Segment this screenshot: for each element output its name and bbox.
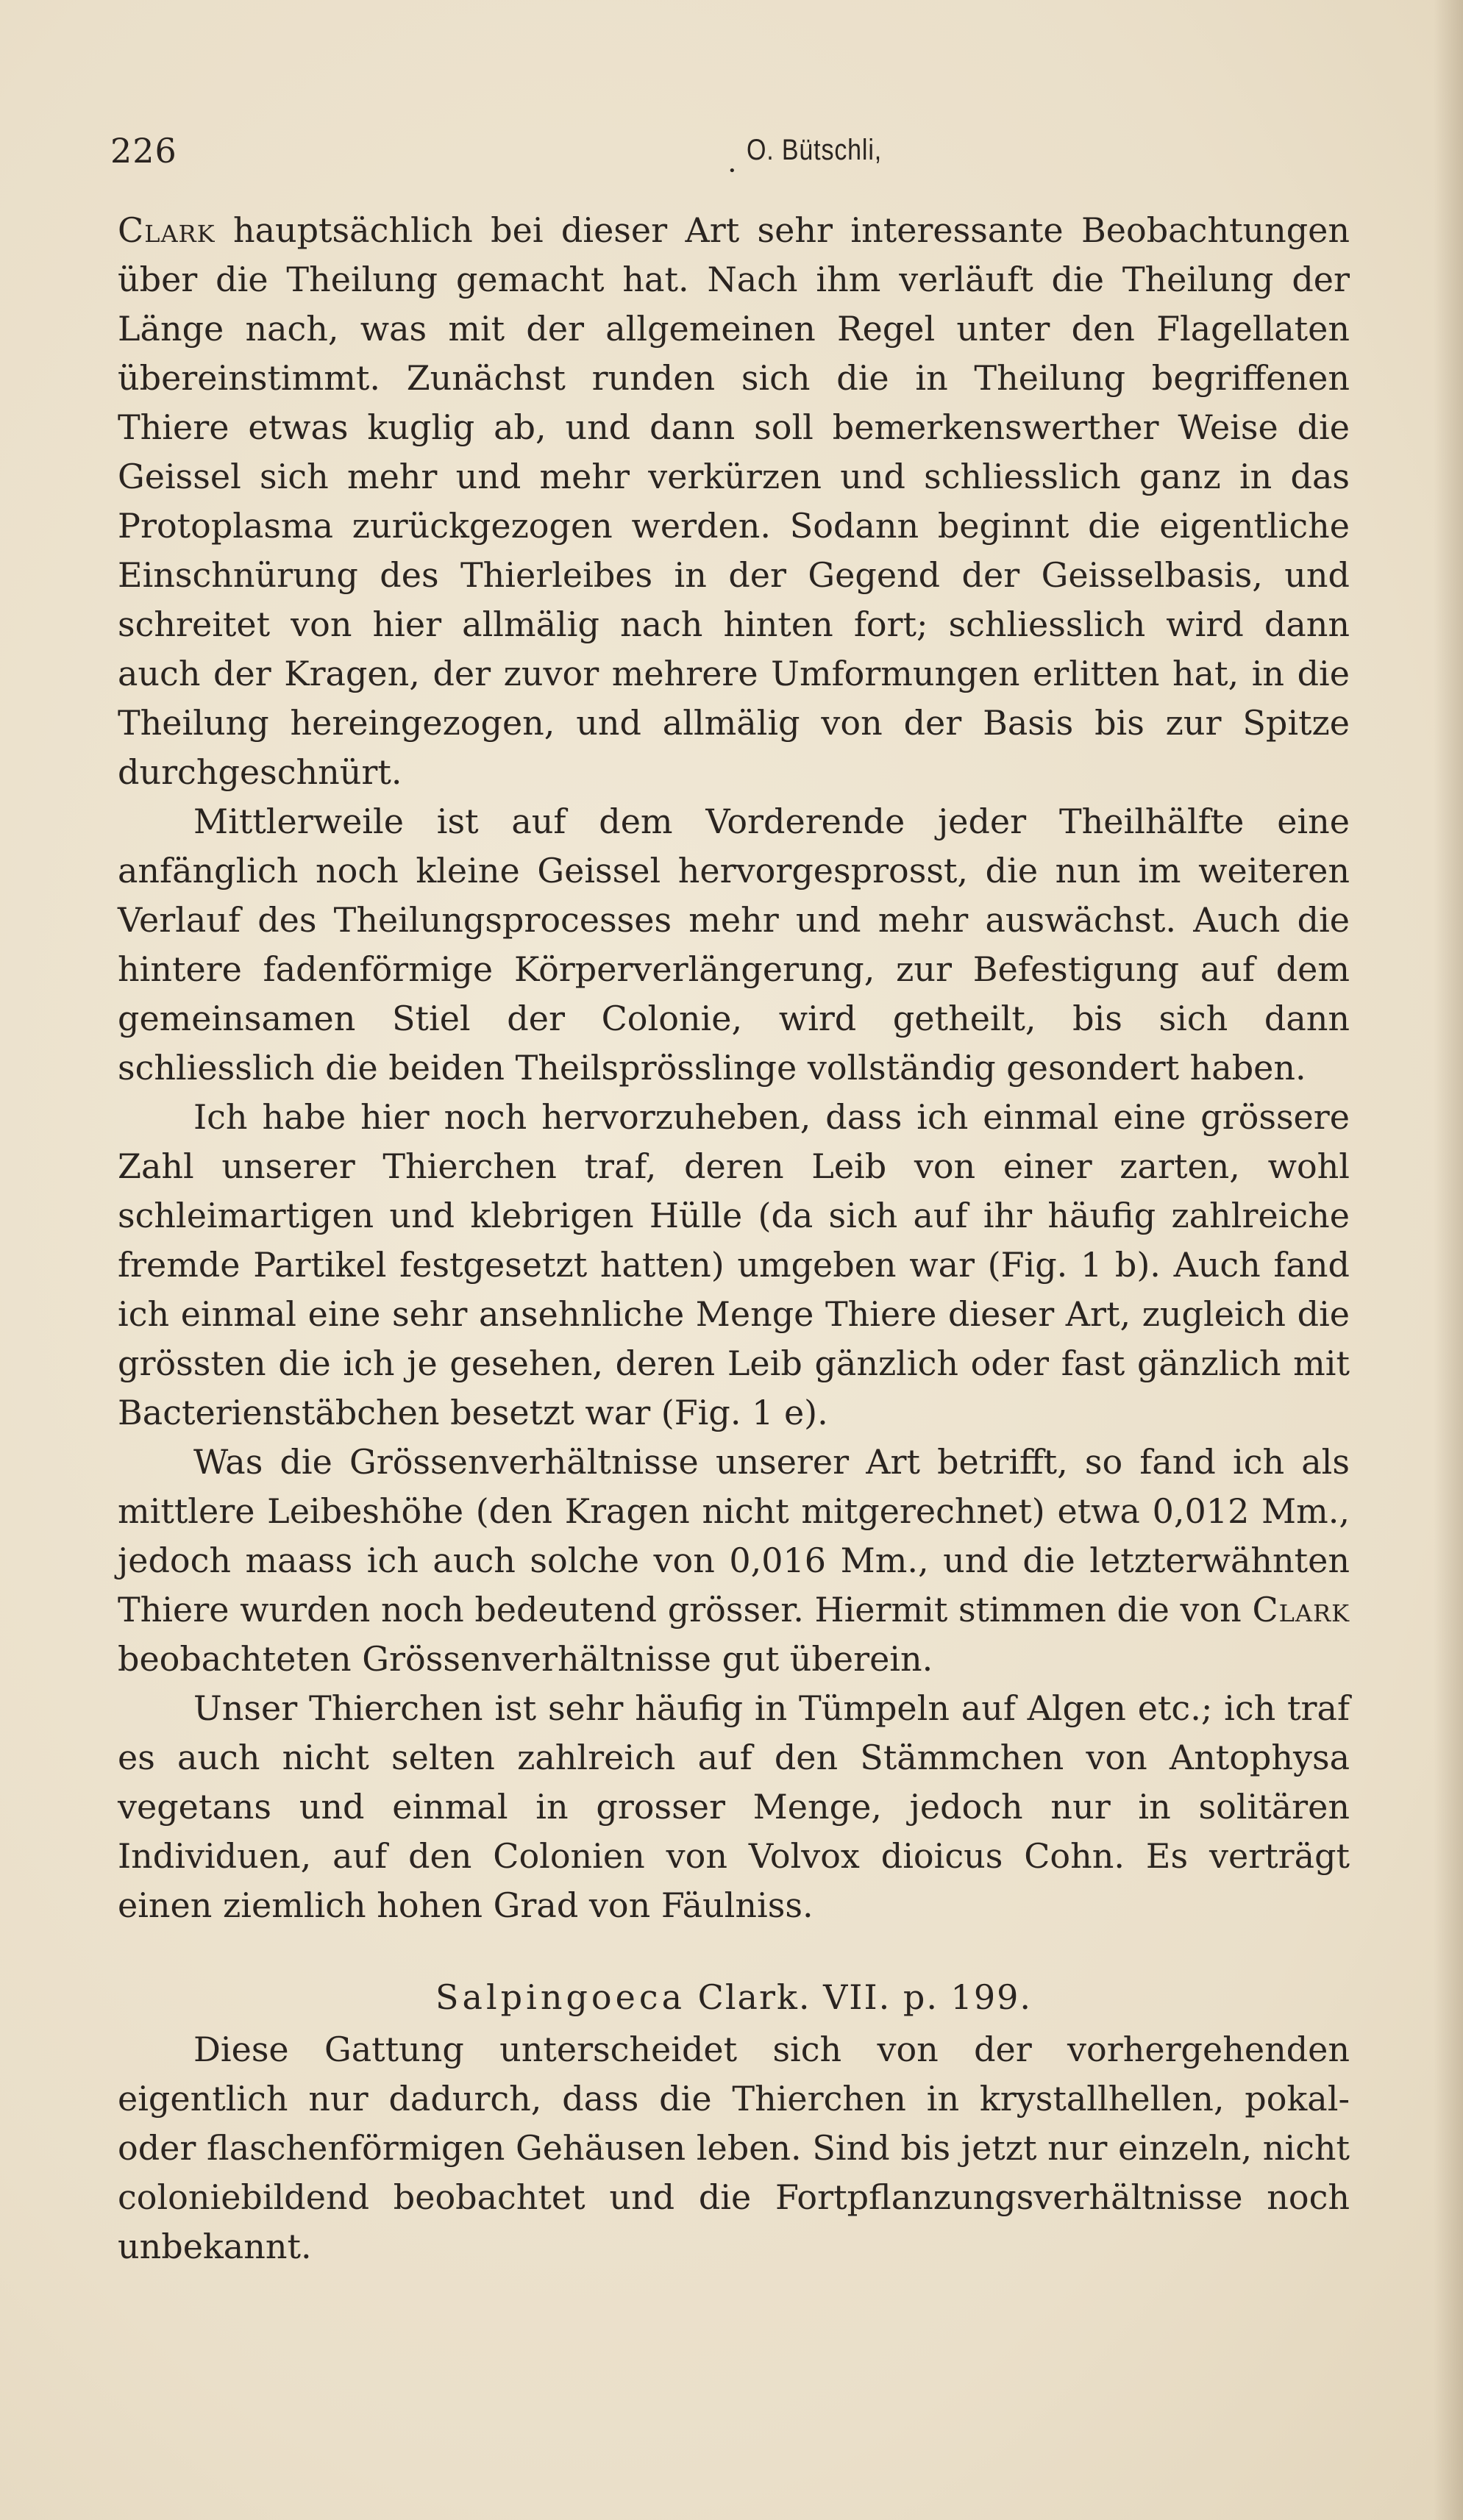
genus-name: Salpingoeca [435,1977,686,2017]
paragraph-6: Diese Gattung unterscheidet sich von der vorhergehenden eigentlich nur dadurch, dass die Thierchen in krystallhellen, pokal- oder flaschenförmigen Gehäusen leben. Sind bis jetzt nur einzeln, nicht coloniebildend beobachtet und die Fortpflanzungsverhältnisse noch unbekannt. [118,2030,1350,2266]
paragraph-text: hauptsächlich bei dieser Art sehr interessante Beobachtungen über die Theilung gemacht hat. Nach ihm verläuft die Theilung der Länge nach, was mit der allgemeinen Regel unter den Flagellaten übereinstimmt. Zunächst runden sich die in Theilung begriffenen Thiere etwas kuglig ab, und dann soll bemerkenswerther Weise die Geissel sich mehr und mehr verkürzen und schliesslich ganz in das Protoplasma zurückgezogen werden. Sodann beginnt die eigentliche Einschnürung des Thierleibes in der Gegend der Geisselbasis, und schreitet von hier allmälig nach hinten fort; schliesslich wird dann auch der Kragen, der zuvor mehrere Umformungen erlitten hat, in die Theilung hereingezogen, und allmälig von der Basis bis zur Spitze durchgeschnürt. [118,210,1350,792]
paragraph-1 [118,206,1350,797]
body-text [118,206,1350,2271]
page-number: 226 [110,131,177,171]
paragraph-5: Unser Thierchen ist sehr häufig in Tümpeln auf Algen etc.; ich traf es auch nicht selten zahlreich auf den Stämmchen von Antophysa vegetans und einmal in grosser Menge, jedoch nur in solitären Individuen, auf den Colonien von Volvox dioicus Cohn. Es verträgt einen ziemlich hohen Grad von Fäulniss. [118,1688,1350,1925]
paragraph-2: Mittlerweile ist auf dem Vorderende jeder Theilhälfte eine anfänglich noch kleine Geissel hervorgesprosst, die nun im weiteren Verlauf des Theilungsprocesses mehr und mehr auswächst. Auch die hintere fadenförmige Körperverlängerung, zur Befestigung auf dem gemeinsamen Stiel der Colonie, wird getheilt, bis sich dann schliesslich die beiden Theilsprösslinge vollständig gesondert haben. [118,802,1350,1088]
author-smallcaps: Clark [1252,1590,1350,1630]
section-heading [118,1973,1350,2022]
page-edge-shadow [1434,0,1463,2520]
ornament-dot: • [728,163,736,179]
section-citation: Clark. VII. p. 199. [686,1977,1032,2017]
paragraph-text: beobachteten Grössenverhältnisse gut überein. [118,1639,933,1679]
running-head: O. Bütschli, [747,134,883,166]
paragraph-3: Ich habe hier noch hervorzuheben, dass ich einmal eine grössere Zahl unserer Thierchen traf, deren Leib von einer zarten, wohl schleimartigen und klebrigen Hülle (da sich auf ihr häufig zahlreiche fremde Partikel festgesetzt hatten) umgeben war (Fig. 1 b). Auch fand ich einmal eine sehr ansehnliche Menge Thiere dieser Art, zugleich die grössten die ich je gesehen, deren Leib gänzlich oder fast gänzlich mit Bacterienstäbchen besetzt war (Fig. 1 e). [118,1097,1350,1432]
page-header [110,131,1350,182]
paragraph-4 [118,1438,1350,1684]
paragraph-text: Was die Grössenverhältnisse unserer Art betrifft, so fand ich als mittlere Leibeshöhe (den Kragen nicht mitgerechnet) etwa 0,012 Mm., jedoch maass ich auch solche von 0,016 Mm., und die letzterwähnten Thiere wurden noch bedeutend grösser. Hiermit stimmen die von [118,1442,1350,1630]
author-smallcaps: Clark [118,210,216,250]
